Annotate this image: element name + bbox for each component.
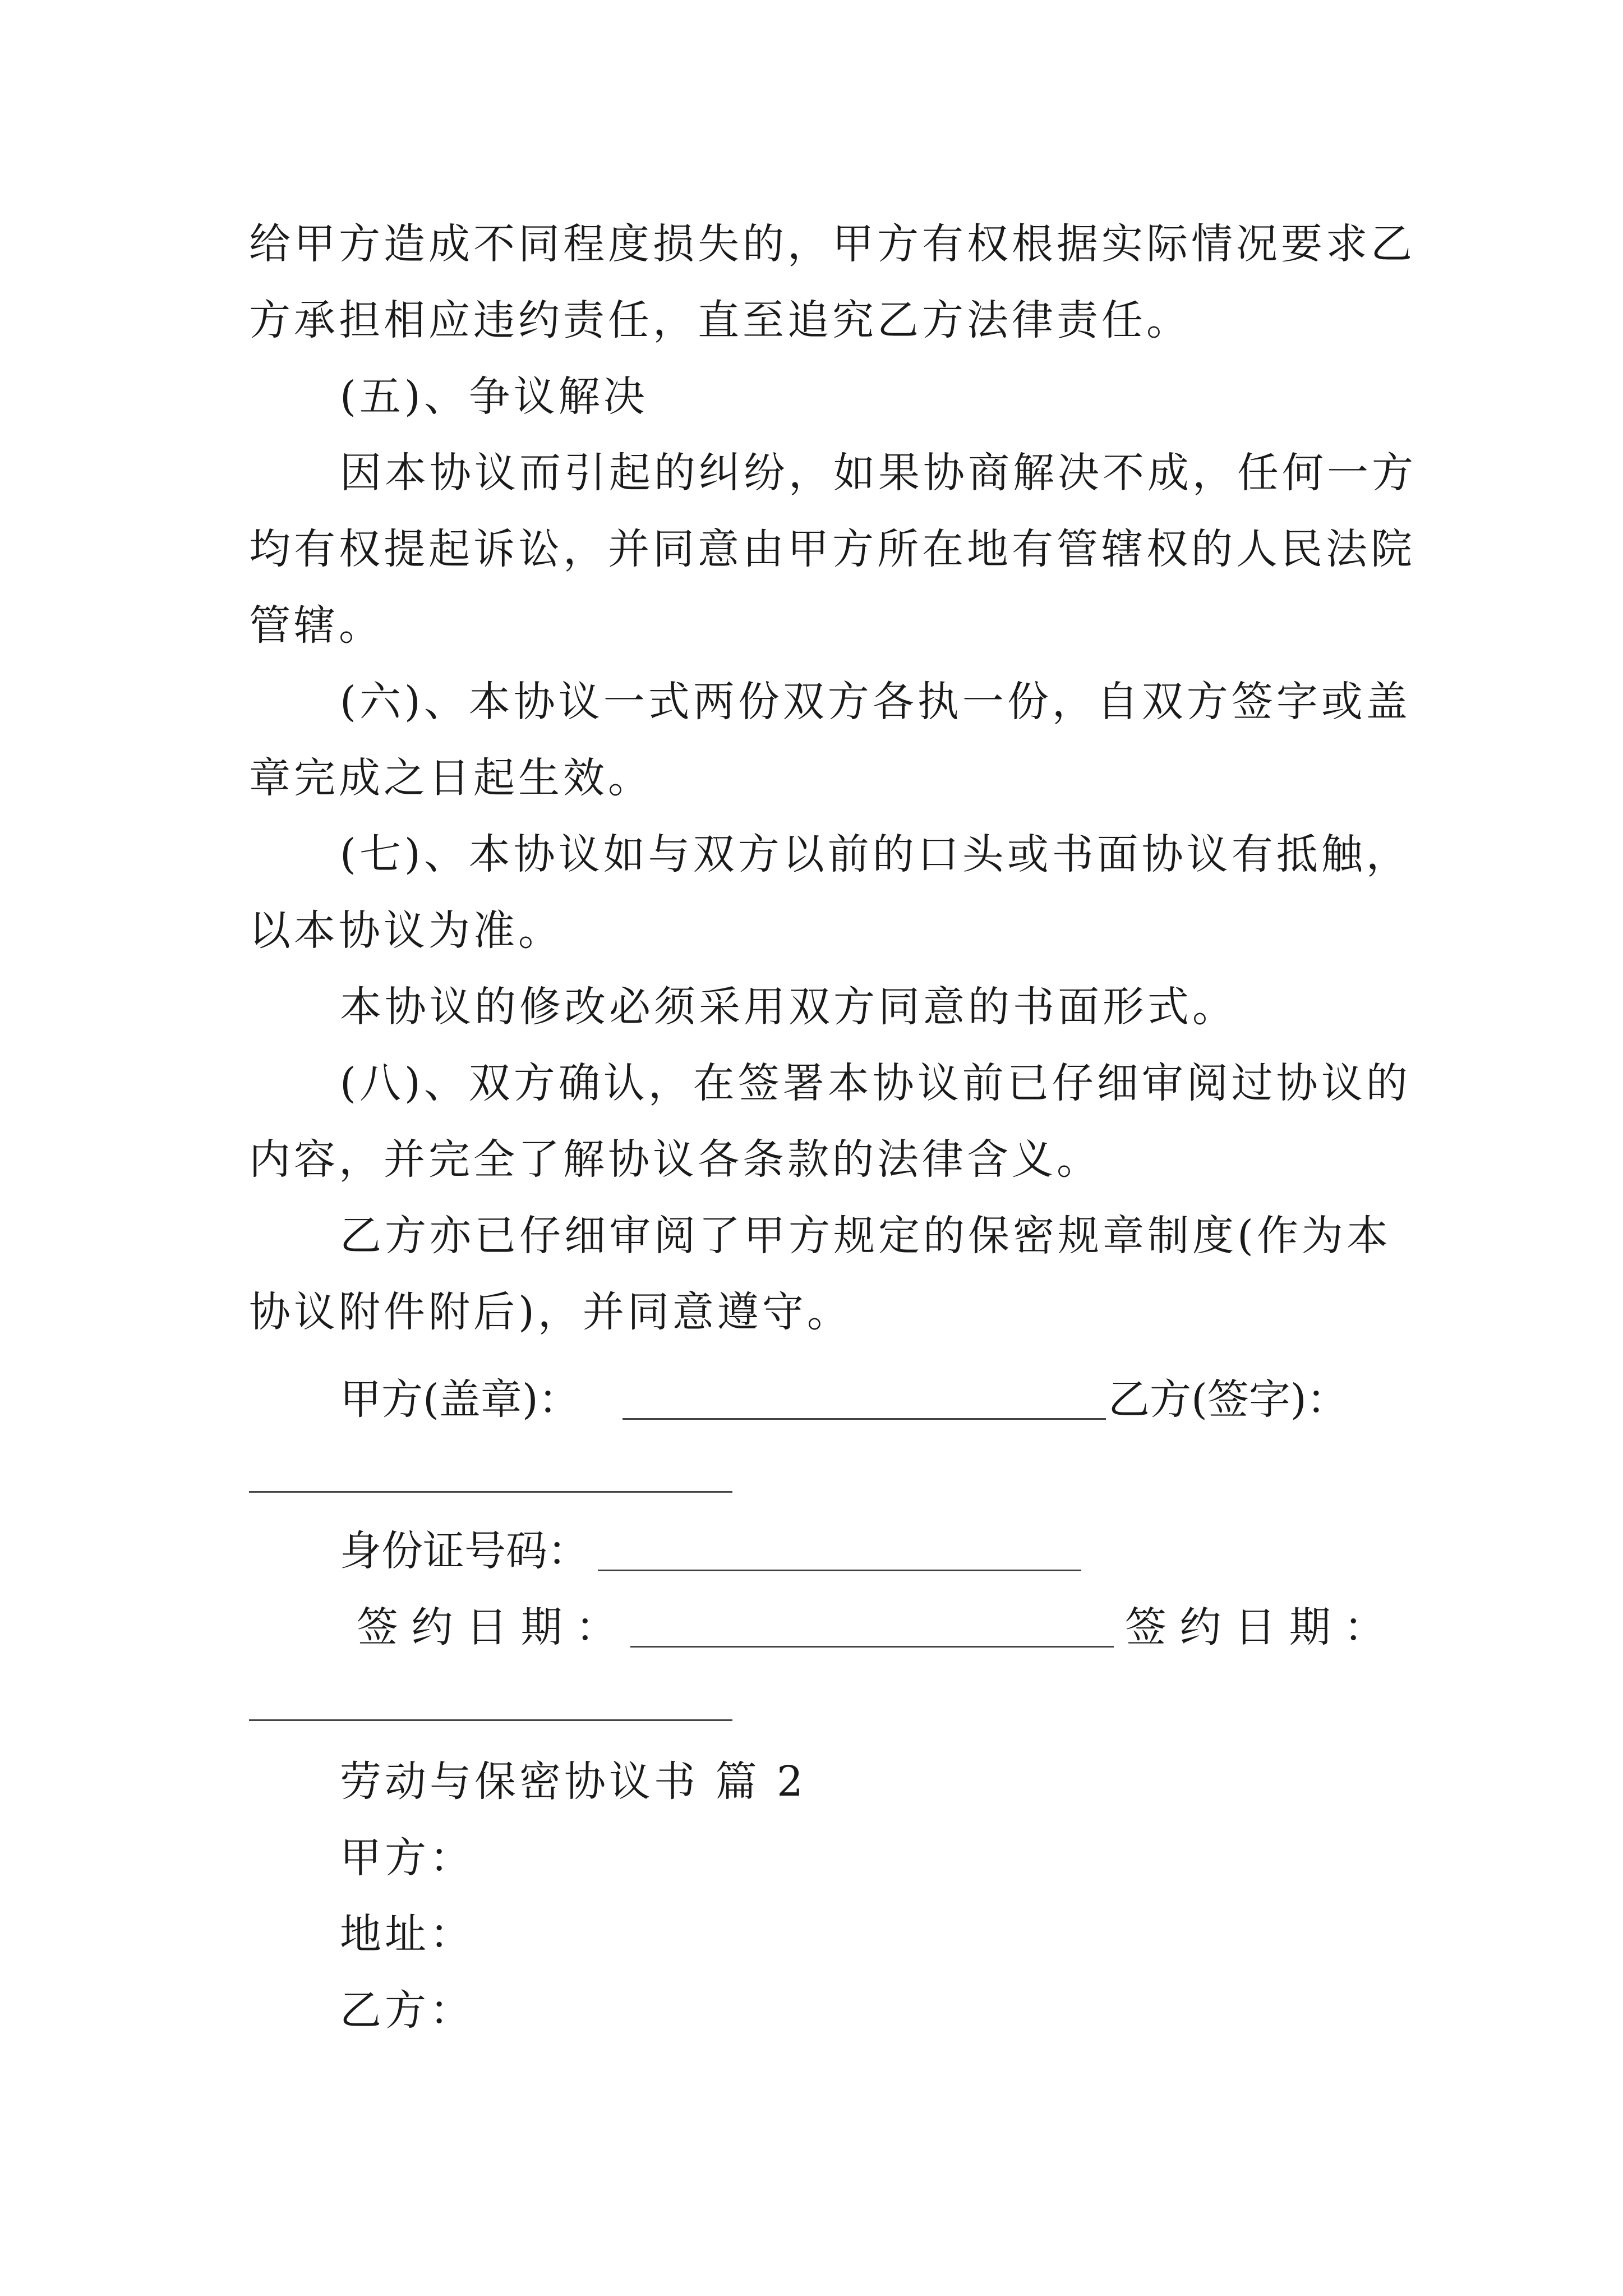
signing-date-label-a: 签 约 日 期 ： <box>357 1603 617 1651</box>
party-b-sign-label: 乙方(签字)： <box>1108 1375 1348 1424</box>
party-a-seal-label: 甲方(盖章)： <box>340 1375 580 1424</box>
party-b-signature-line[interactable] <box>249 1491 732 1493</box>
paragraph-line: 以本协议为准。 <box>249 907 563 955</box>
paragraph-line: 乙方亦已仔细审阅了甲方规定的保密规章制度(作为本 <box>340 1212 1391 1260</box>
paragraph-line: 章完成之日起生效。 <box>249 754 653 802</box>
paragraph-line: (七)、本协议如与双方以前的口头或书面协议有抵触， <box>340 830 1411 878</box>
paragraph-line: 管辖。 <box>249 601 384 650</box>
section-heading: (五)、争议解决 <box>340 372 648 421</box>
party-b-field: 乙方： <box>340 1986 474 2035</box>
paragraph-line: (八)、双方确认，在签署本协议前已仔细审阅过协议的 <box>340 1059 1411 1107</box>
id-number-line[interactable] <box>598 1570 1081 1571</box>
paragraph-line: 内容，并完全了解协议各条款的法律含义。 <box>249 1135 1101 1184</box>
paragraph-line: (六)、本协议一式两份双方各执一份，自双方签字或盖 <box>340 678 1411 726</box>
document-title: 劳动与保密协议书 篇 2 <box>340 1757 807 1806</box>
signing-date-line-a[interactable] <box>630 1646 1114 1648</box>
paragraph-line: 均有权提起诉讼，并同意由甲方所在地有管辖权的人民法院 <box>249 525 1415 573</box>
party-a-signature-line[interactable] <box>623 1418 1106 1420</box>
paragraph-line: 因本协议而引起的纠纷，如果协商解决不成，任何一方 <box>340 449 1417 497</box>
paragraph-line: 给甲方造成不同程度损失的，甲方有权根据实际情况要求乙 <box>249 220 1415 268</box>
paragraph-line: 协议附件附后)，并同意遵守。 <box>249 1288 852 1336</box>
address-field: 地址： <box>340 1910 474 1958</box>
signing-date-label-b: 签 约 日 期 ： <box>1125 1603 1386 1651</box>
id-number-label: 身份证号码： <box>340 1527 589 1575</box>
party-a-field: 甲方： <box>340 1834 474 1882</box>
paragraph-line: 方承担相应违约责任，直至追究乙方法律责任。 <box>249 296 1191 344</box>
signing-date-line-b[interactable] <box>249 1719 732 1721</box>
paragraph-line: 本协议的修改必须采用双方同意的书面形式。 <box>340 983 1237 1031</box>
